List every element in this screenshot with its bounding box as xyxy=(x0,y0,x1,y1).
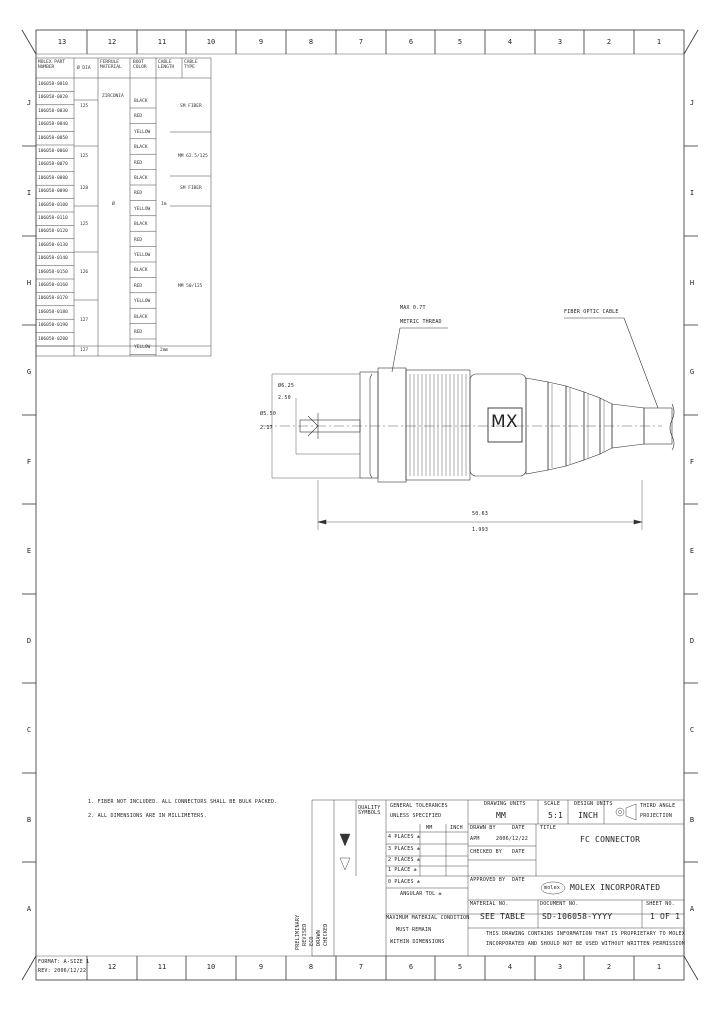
diameter-7: 127 xyxy=(80,348,89,353)
boot-color-cell: YELLOW xyxy=(134,253,151,258)
dim-bottom-b: 1.993 xyxy=(472,527,489,533)
material-no-label: MATERIAL NO. xyxy=(470,901,509,907)
quality-symbols: QUALITY SYMBOLS xyxy=(358,805,381,816)
right-zone-C: C xyxy=(689,726,695,734)
header-diameter: Ø DIA xyxy=(77,66,91,71)
right-zone-I: I xyxy=(689,189,695,197)
scale-value: 5:1 xyxy=(548,811,564,820)
header-ferrule: FERRULE MATERIAL xyxy=(100,60,122,70)
top-zone-6: 6 xyxy=(408,38,414,46)
boot-color-cell: RED xyxy=(134,114,143,120)
note-1: 1. FIBER NOT INCLUDED. ALL CONNECTORS SHALL BE BULK PACKED. xyxy=(88,799,278,805)
date-label: DATE xyxy=(512,825,525,831)
design-units-label: DESIGN UNITS xyxy=(574,801,613,807)
boot-color-cell: YELLOW xyxy=(134,206,151,212)
boot-color-cell: YELLOW xyxy=(134,299,151,305)
tol-col-mm: MM xyxy=(426,825,433,831)
boot-color-cell: YELLOW xyxy=(134,129,151,135)
left-zone-H: H xyxy=(26,279,32,287)
format-size: FORMAT: A-SIZE 1 xyxy=(38,959,90,965)
left-zone-I: I xyxy=(26,189,32,197)
thread-note-line1: MAX 0.7T xyxy=(400,305,426,311)
bottom-zone-11: 11 xyxy=(157,963,167,971)
drawn-by-label: DRAWN BY xyxy=(470,825,496,831)
note-2: 2. ALL DIMENSIONS ARE IN MILLIMETERS. xyxy=(88,813,207,819)
design-units-value: INCH xyxy=(578,811,599,820)
left-zone-G: G xyxy=(26,368,32,376)
confidential-1: THIS DRAWING CONTAINS INFORMATION THAT IS PROPRIETARY TO MOLEX xyxy=(486,931,686,937)
tol-col-inch: INCH xyxy=(450,825,463,831)
top-zone-8: 8 xyxy=(308,38,314,46)
part-number-cell: 106058-0060 xyxy=(38,149,68,154)
part-number-cell: 106058-0180 xyxy=(38,309,68,315)
header-part-number: MOLEX PART NUMBER xyxy=(38,60,66,70)
right-zone-B: B xyxy=(689,816,695,824)
top-zone-9: 9 xyxy=(258,38,264,46)
material-no: SEE TABLE xyxy=(480,912,526,921)
projection-line2: PROJECTION xyxy=(640,813,673,819)
top-zone-10: 10 xyxy=(206,38,216,46)
part-number-cell: 106058-0080 xyxy=(38,175,68,181)
diameter-4: 125 xyxy=(80,222,89,227)
thread-note-line2: METRIC THREAD xyxy=(400,319,442,325)
connector-drawing xyxy=(262,318,674,530)
dim-bottom-a: 50.63 xyxy=(472,511,489,517)
header-cable-length: CABLE LENGTH xyxy=(158,60,175,70)
dims-note-3: WITHIN DIMENSIONS xyxy=(390,939,445,945)
boot-color-cell: BLACK xyxy=(134,222,148,228)
left-zone-B: B xyxy=(26,816,32,824)
boot-color-cell: BLACK xyxy=(134,145,148,151)
boot-color-cell: BLACK xyxy=(134,268,148,274)
diameter-5: 126 xyxy=(80,270,89,275)
document-no-label: DOCUMENT NO. xyxy=(540,901,579,907)
top-zone-12: 12 xyxy=(107,38,117,46)
cable-label: FIBER OPTIC CABLE xyxy=(564,309,619,315)
boot-color-cell: BLACK xyxy=(134,314,148,320)
diameter-3: 128 xyxy=(80,186,89,191)
bottom-zone-1: 1 xyxy=(656,963,662,971)
confidential-2: INCORPORATED AND SHOULD NOT BE USED WITHOUT WRITTEN PERMISSION xyxy=(486,941,686,947)
header-boot: BOOT COLOR xyxy=(133,60,147,70)
boot-color-cell: RED xyxy=(134,160,143,166)
boot-color-cell: BLACK xyxy=(134,99,148,104)
header-cable-type: CABLE TYPE xyxy=(184,60,198,70)
boot-color-cell: RED xyxy=(134,330,143,335)
part-number-cell: 106058-0010 xyxy=(38,82,68,87)
right-zone-F: F xyxy=(689,458,695,466)
part-number-cell: 106058-0090 xyxy=(38,189,68,195)
dim-left-1b: 2.50 xyxy=(278,395,291,401)
boot-color-cell: RED xyxy=(134,191,143,197)
top-zone-11: 11 xyxy=(157,38,167,46)
cable-type-3: SM FIBER xyxy=(180,186,202,191)
diameter-2: 125 xyxy=(80,154,89,159)
right-zone-J: J xyxy=(689,99,695,107)
ferrule-material: ZIRCONIA xyxy=(102,94,124,99)
dim-left-2b: 2.17 xyxy=(260,425,273,431)
company-name: MOLEX INCORPORATED xyxy=(570,883,661,892)
drawing-title: FC CONNECTOR xyxy=(580,835,641,844)
part-number-cell: 106058-0030 xyxy=(38,108,68,114)
angular-tol: ANGULAR TOL ± xyxy=(400,891,442,897)
top-zone-2: 2 xyxy=(606,38,612,46)
bottom-zone-12: 12 xyxy=(107,963,117,971)
tol-row-3: 2 PLACES ± xyxy=(388,857,421,863)
dims-note-2: MUST REMAIN xyxy=(396,927,432,933)
left-zone-A: A xyxy=(26,905,32,913)
tol-row-2: 3 PLACES ± xyxy=(388,846,421,852)
right-zone-E: E xyxy=(689,547,695,555)
right-zone-H: H xyxy=(689,279,695,287)
part-number-cell: 106058-0150 xyxy=(38,269,68,275)
bottom-zone-10: 10 xyxy=(206,963,216,971)
part-number-cell: 106058-0140 xyxy=(38,256,68,262)
part-number-cell: 106058-0110 xyxy=(38,216,68,221)
bottom-zone-6: 6 xyxy=(408,963,414,971)
boot-color-cell: YELLOW xyxy=(134,345,151,351)
dim-left-2a: Ø5.50 xyxy=(260,411,277,417)
top-zone-7: 7 xyxy=(358,38,364,46)
dim-left-1a: Ø6.25 xyxy=(278,383,295,389)
part-number-cell: 106058-0200 xyxy=(38,336,68,342)
boot-color-cell: RED xyxy=(134,283,143,289)
bottom-zone-4: 4 xyxy=(507,963,513,971)
left-zone-F: F xyxy=(26,458,32,466)
last-row-length: 2mm xyxy=(160,348,169,353)
sheet-no: 1 OF 1 xyxy=(650,912,681,921)
diameter-1: 125 xyxy=(80,104,89,109)
part-number-cell: 106058-0020 xyxy=(38,95,68,101)
part-number-cell: 106058-0040 xyxy=(38,122,68,128)
tol-row-4: 1 PLACE ± xyxy=(388,867,417,873)
part-number-cell: 106058-0100 xyxy=(38,202,68,208)
cable-type-2: MM 62.5/125 xyxy=(178,154,208,159)
left-zone-D: D xyxy=(26,637,32,645)
rev-block-1: PRELIMINARY xyxy=(295,914,301,950)
approved-by-label: APPROVED BY xyxy=(470,877,506,883)
drawn-by: APM xyxy=(470,836,480,842)
rev-block-3: ECO xyxy=(309,936,315,946)
drawing-units-value: MM xyxy=(496,811,507,820)
top-zone-5: 5 xyxy=(457,38,463,46)
diameter-6: 127 xyxy=(80,318,89,323)
mx-brand-mark: MX xyxy=(491,412,518,432)
drawing-units-label: DRAWING UNITS xyxy=(484,801,526,807)
bottom-zone-5: 5 xyxy=(457,963,463,971)
top-zone-4: 4 xyxy=(507,38,513,46)
part-number-cell: 106058-0070 xyxy=(38,162,68,168)
boot-color-cell: BLACK xyxy=(134,176,148,181)
title-label: TITLE xyxy=(540,825,557,831)
checked-by-label: CHECKED BY xyxy=(470,849,503,855)
tol-row-5: 0 PLACES ± xyxy=(388,879,421,885)
checked-date-label: DATE xyxy=(512,849,525,855)
general-tol-2: UNLESS SPECIFIED xyxy=(390,813,442,819)
left-zone-E: E xyxy=(26,547,32,555)
tol-row-1: 4 PLACES ± xyxy=(388,834,421,840)
part-number-cell: 106058-0050 xyxy=(38,135,68,141)
dims-note-1: MAXIMUM MATERIAL CONDITION xyxy=(386,915,470,921)
general-tol-1: GENERAL TOLERANCES xyxy=(390,803,448,809)
boot-color-cell: RED xyxy=(134,237,143,243)
part-number-cell: 106058-0170 xyxy=(38,296,68,302)
document-no: SD-106058-YYYY xyxy=(542,912,613,921)
rev-block-5: CHECKED xyxy=(323,923,329,946)
projection-line1: THIRD ANGLE xyxy=(640,803,676,809)
left-zone-J: J xyxy=(26,99,32,107)
cable-length-value: 1m xyxy=(161,202,167,207)
top-zone-1: 1 xyxy=(656,38,662,46)
sheet-no-label: SHEET NO. xyxy=(646,901,675,907)
part-number-cell: 106058-0120 xyxy=(38,229,68,235)
right-zone-A: A xyxy=(689,905,695,913)
rev-block-2: REVISED xyxy=(302,923,308,946)
top-zone-13: 13 xyxy=(57,38,67,46)
top-zone-3: 3 xyxy=(557,38,563,46)
right-zone-D: D xyxy=(689,637,695,645)
bottom-zone-2: 2 xyxy=(606,963,612,971)
bottom-zone-7: 7 xyxy=(358,963,364,971)
approved-date-label: DATE xyxy=(512,877,525,883)
drawn-date: 2006/12/22 xyxy=(496,836,529,842)
left-zone-C: C xyxy=(26,726,32,734)
cable-type-4: MM 50/125 xyxy=(178,284,203,289)
bottom-zone-8: 8 xyxy=(308,963,314,971)
ferrule-symbol: Ø xyxy=(112,202,115,207)
cable-type-1: SM FIBER xyxy=(180,104,202,109)
molex-logo: molex xyxy=(544,885,561,891)
right-zone-G: G xyxy=(689,368,695,376)
part-number-cell: 106058-0130 xyxy=(38,242,68,248)
bottom-zone-9: 9 xyxy=(258,963,264,971)
bottom-zone-3: 3 xyxy=(557,963,563,971)
rev-block-4: DRAWN xyxy=(316,929,322,946)
format-rev: REV: 2006/12/22 xyxy=(38,968,87,974)
scale-label: SCALE xyxy=(544,801,561,807)
part-number-cell: 106058-0160 xyxy=(38,283,68,288)
part-number-cell: 106058-0190 xyxy=(38,323,68,329)
